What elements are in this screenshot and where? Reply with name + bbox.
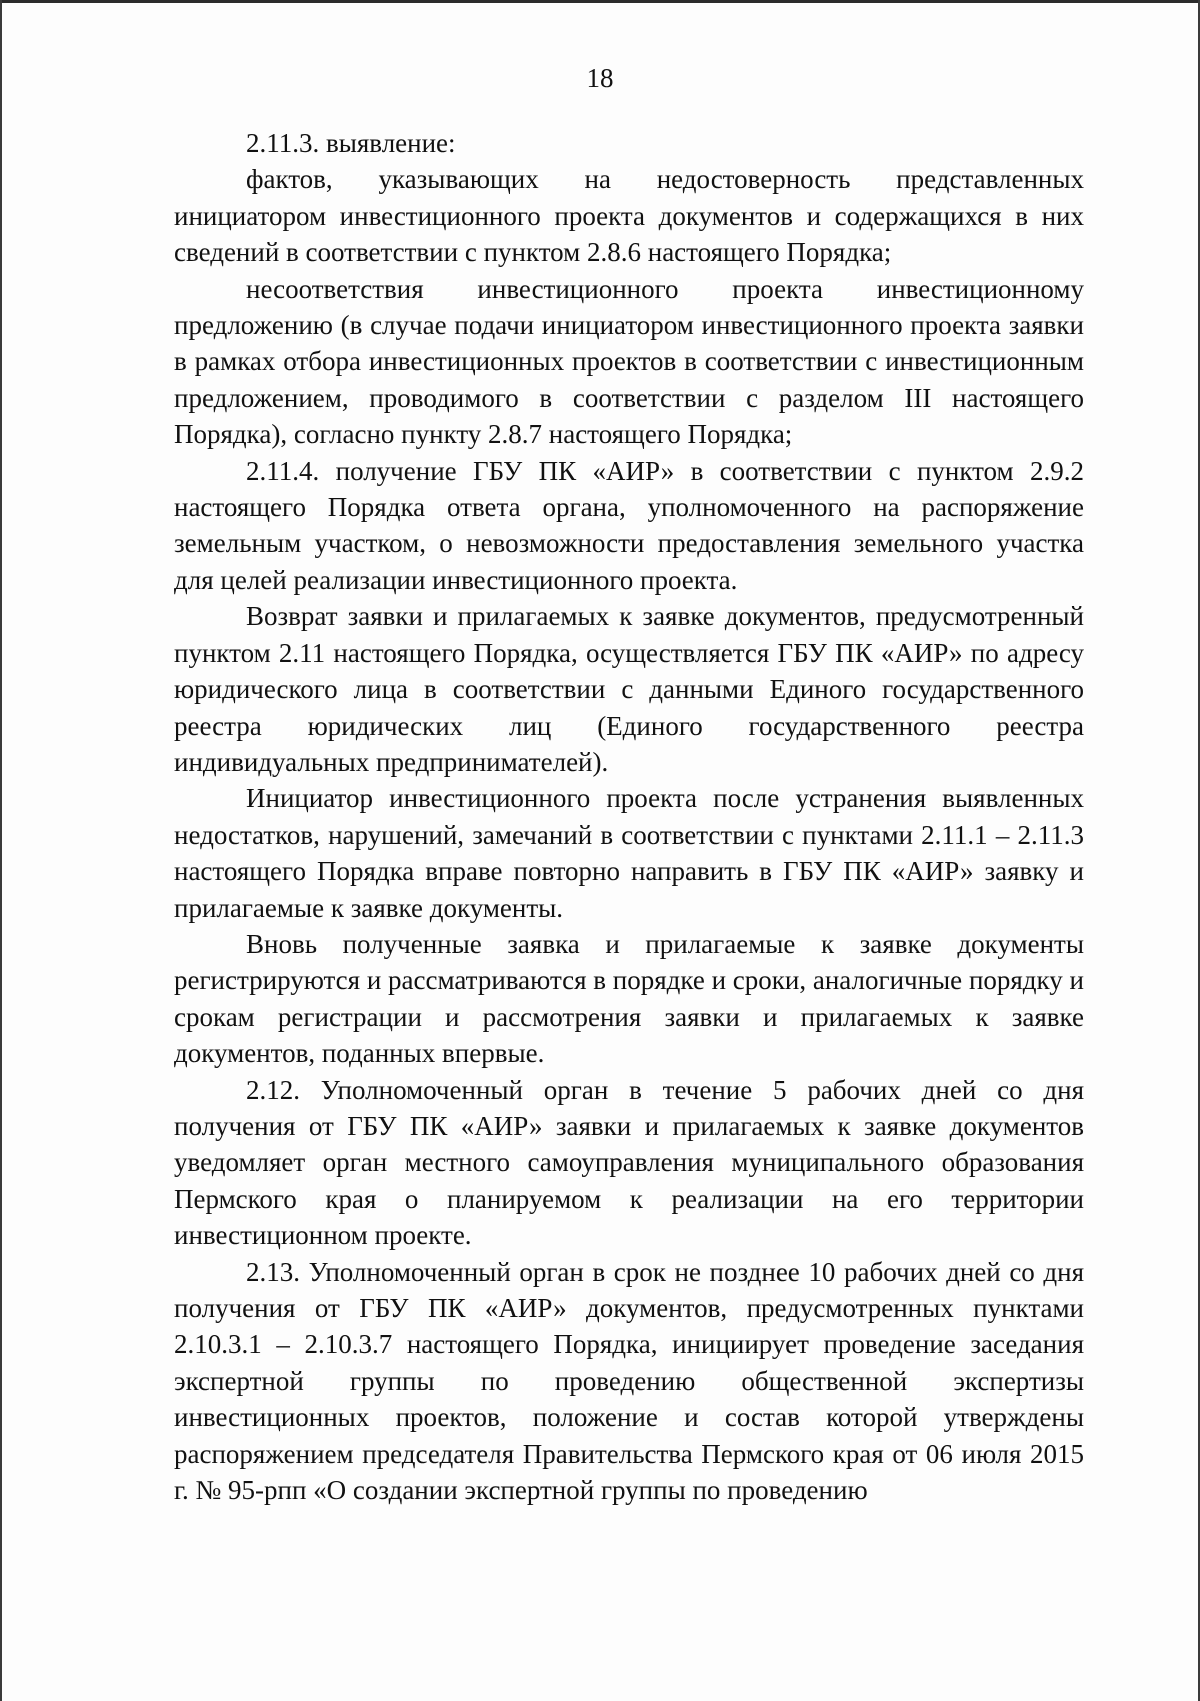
paragraph-facts-unreliability: фактов, указывающих на недостоверность представленных инициатором инвестиционного проекта документов и содержащихся в них сведений в соответствии с пунктом 2.8.6 настоящего Порядка;	[174, 164, 1084, 268]
paragraph-resubmission: Инициатор инвестиционного проекта после устранения выявленных недостатков, нарушений, замечаний в соответствии с пунктами 2.11.1 – 2.11.3 настоящего Порядка вправе повторно направить в ГБУ ПК «АИР» заявку и прилагаемые к заявке документы.	[174, 783, 1084, 923]
paragraph-return-of-application: Возврат заявки и прилагаемых к заявке документов, предусмотренный пунктом 2.11 настоящего Порядка, осуществляется ГБУ ПК «АИР» по адресу юридического лица в соответствии с данными Единого государственного реестра юридических лиц (Единого государственного реестра индивидуальных предпринимателей).	[174, 601, 1084, 777]
paragraph-project-mismatch: несоответствия инвестиционного проекта инвестиционному предложению (в случае подачи инициатором инвестиционного проекта заявки в рамках отбора инвестиционных проектов в соответствии с инвестиционным предложением, проводимого в соответствии с разделом III настоящего Порядка), согласно пункту 2.8.7 настоящего Порядка;	[174, 273, 1084, 450]
page-number: 18	[586, 63, 614, 93]
paragraph-2-11-3-heading: 2.11.3. выявление:	[246, 128, 456, 158]
paragraph-registration-of-resubmitted: Вновь полученные заявка и прилагаемые к заявке документы регистрируются и рассматриваются в порядке и сроки, аналогичные порядку и срокам регистрации и рассмотрения заявки и прилагаемых к заявке документов, поданных впервые.	[174, 928, 1084, 1069]
scan-edge-left	[0, 0, 2, 1701]
paragraph-2-13: 2.13. Уполномоченный орган в срок не позднее 10 рабочих дней со дня получения от ГБУ ПК «АИР» документов, предусмотренных пунктами 2.10.3.1 – 2.10.3.7 настоящего Порядка, инициирует проведение заседания экспертной группы по проведению общественной экспертизы инвестиционных проектов, положение и состав которой утверждены распоряжением председателя Правительства Пермского края от 06 июля 2015 г. № 95-рпп «О создании экспертной группы по проведению	[174, 1256, 1084, 1506]
scan-edge-top	[0, 0, 1200, 3]
paragraph-2-11-4: 2.11.4. получение ГБУ ПК «АИР» в соответствии с пунктом 2.9.2 настоящего Порядка ответа органа, уполномоченного на распоряжение земельным участком, о невозможности предоставления земельного участка для целей реализации инвестиционного проекта.	[174, 455, 1084, 595]
document-body	[174, 125, 1084, 1508]
paragraph-2-12: 2.12. Уполномоченный орган в течение 5 рабочих дней со дня получения от ГБУ ПК «АИР» заявки и прилагаемых к заявке документов уведомляет орган местного самоуправления муниципального образования Пермского края о планируемом к реализации на его территории инвестиционном проекте.	[174, 1074, 1084, 1251]
